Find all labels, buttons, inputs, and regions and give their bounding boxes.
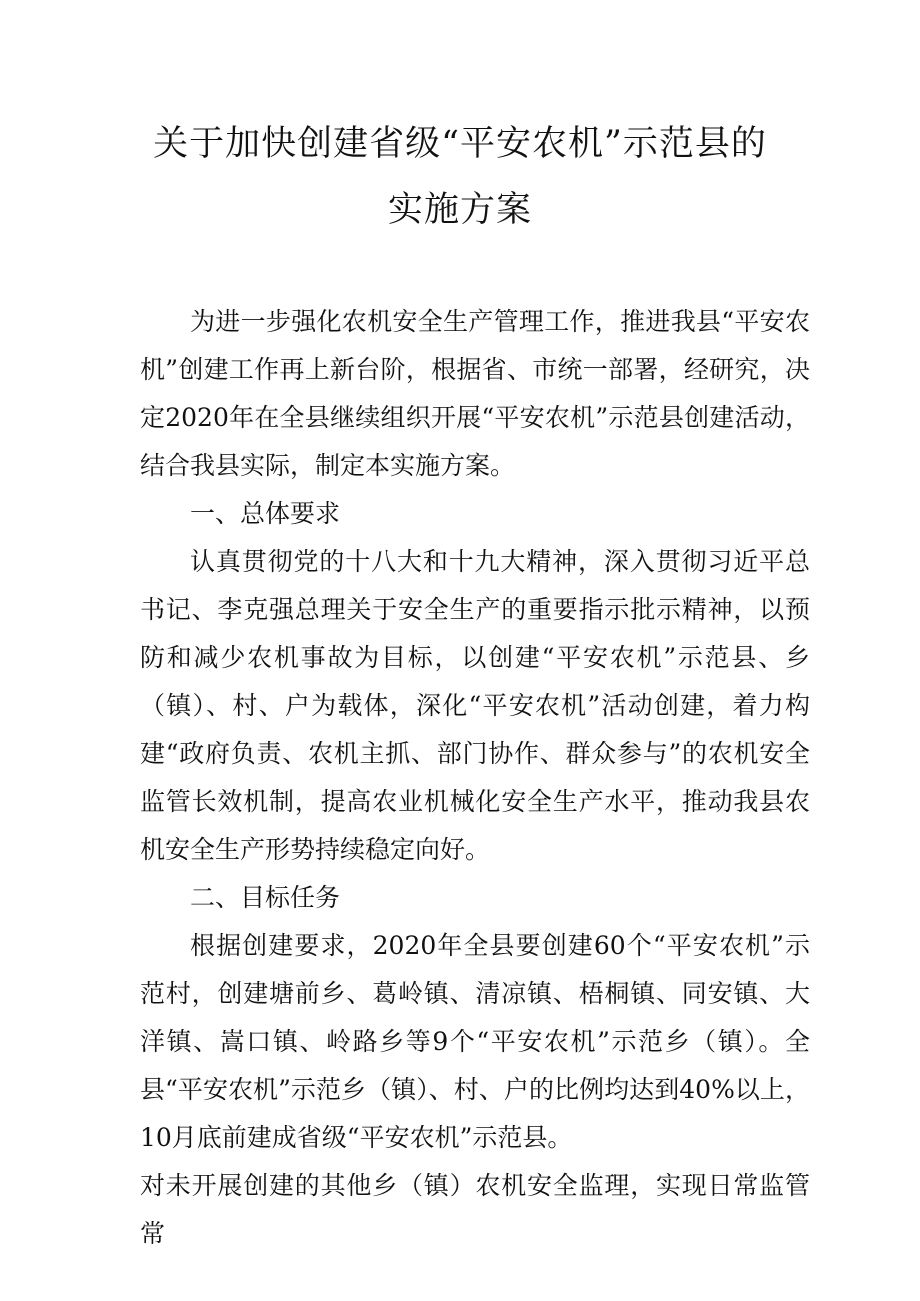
continuation-paragraph: 对未开展创建的其他乡（镇）农机安全监理，实现日常监管常 (140, 1171, 810, 1248)
intro-paragraph: 为进一步强化农机安全生产管理工作，推进我县“平安农机”创建工作再上新台阶，根据省、市统一部署，经研究，决定2020年在全县继续组织开展“平安农机”示范县创建活动，结合我县实际，制定本实施方案。 (140, 307, 810, 480)
general-requirements-paragraph: 认真贯彻党的十八大和十九大精神，深入贯彻习近平总书记、李克强总理关于安全生产的重要指示批示精神，以预防和减少农机事故为目标，以创建“平安农机”示范县、乡（镇）、村、户为载体，深化“平安农机”活动创建，着力构建“政府负责、农机主抓、部门协作、群众参与”的农机安全监管长效机制，提高农业机械化安全生产水平，推动我县农机安全生产形势持续稳定向好。 (140, 547, 810, 864)
goals-tasks-paragraph: 根据创建要求，2020年全县要创建60个“平安农机”示范村，创建塘前乡、葛岭镇、清凉镇、梧桐镇、同安镇、大洋镇、嵩口镇、岭路乡等9个“平安农机”示范乡（镇）。全县“平安农机”示范乡（镇）、村、户的比例均达到40%以上，10月底前建成省级“平安农机”示范县。 (140, 931, 810, 1152)
document-body (140, 298, 810, 1258)
section-heading-goals-tasks: 二、目标任务 (190, 883, 341, 912)
section-heading-general-requirements: 一、总体要求 (190, 499, 341, 528)
document-title-line-1: 关于加快创建省级“平安农机”示范县的 (153, 124, 767, 164)
document-title-line-2: 实施方案 (387, 190, 532, 230)
